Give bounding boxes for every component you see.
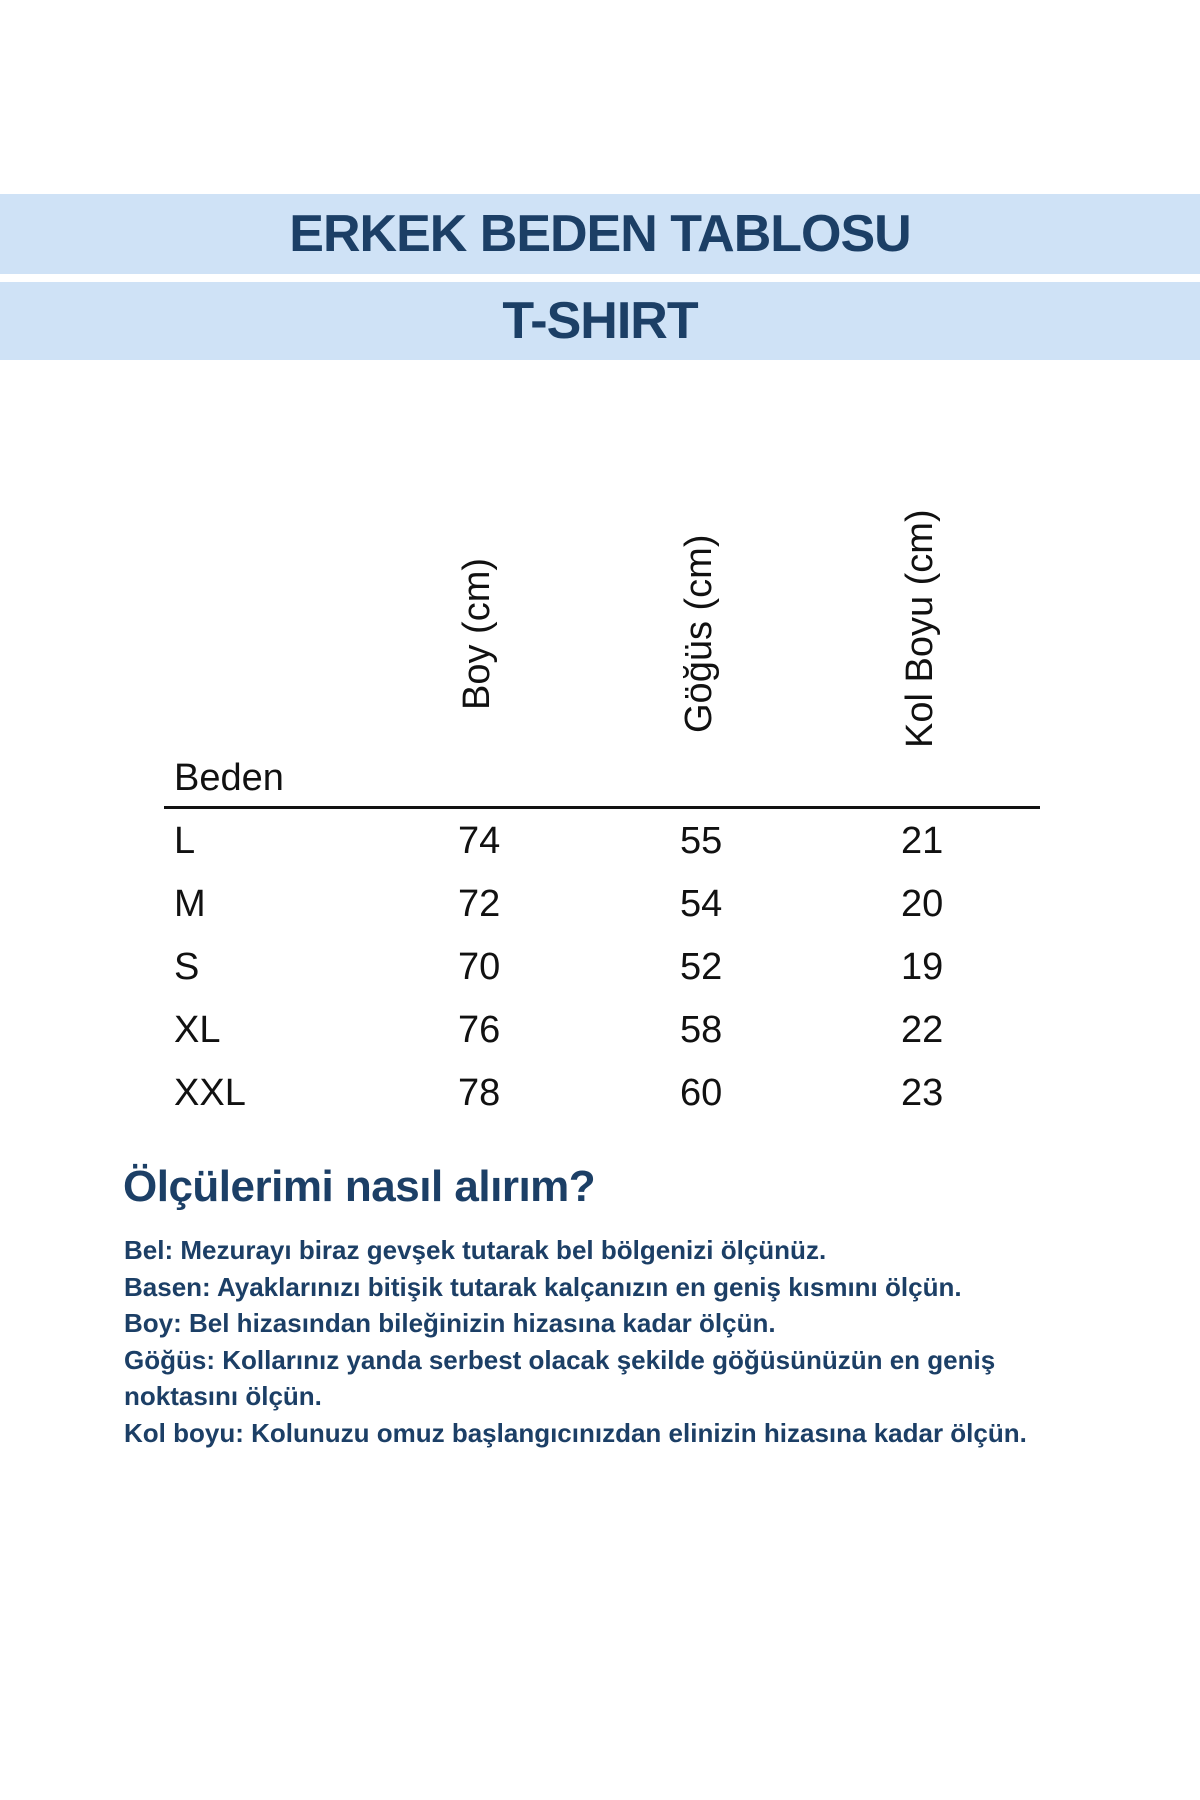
table-cell-kol-boyu: 21 [901,820,944,862]
instruction-gogus: Göğüs: Kollarınız yanda serbest olacak şekilde göğüsünüzün en geniş noktasını ölçün. [124,1344,996,1411]
header-divider [164,806,1040,809]
table-cell-gogus: 60 [680,1072,723,1114]
table-cell-gogus: 54 [680,883,723,925]
instruction-kol-boyu: Kol boyu: Kolunuzu omuz başlangıcınızdan elinizin hizasına kadar ölçün. [124,1417,1027,1448]
howto-title: Ölçülerimi nasıl alırım? [123,1162,596,1211]
measurement-instructions [124,1232,1084,1451]
table-cell-boy: 70 [458,946,501,988]
title-band [0,194,1200,274]
table-cell-gogus: 55 [680,820,723,862]
subtitle-band [0,282,1200,360]
table-row-size: L [174,820,196,862]
page-subtitle: T-SHIRT [502,292,698,350]
table-row-size: M [174,883,206,925]
column-header-gogus: Göğüs (cm) [678,534,720,733]
table-cell-kol-boyu: 20 [901,883,944,925]
table-cell-gogus: 58 [680,1009,723,1051]
table-row-size: XXL [174,1072,246,1114]
instruction-bel: Bel: Mezurayı biraz gevşek tutarak bel bölgenizi ölçünüz. [124,1235,827,1265]
table-cell-boy: 76 [458,1009,501,1051]
column-header-kol-boyu: Kol Boyu (cm) [899,509,941,748]
page-title: ERKEK BEDEN TABLOSU [289,205,911,263]
instruction-boy: Boy: Bel hizasından bileğinizin hizasına kadar ölçün. [124,1308,776,1338]
table-cell-kol-boyu: 19 [901,946,944,988]
instruction-basen: Basen: Ayaklarınızı bitişik tutarak kalçanızın en geniş kısmını ölçün. [124,1271,962,1302]
column-header-boy: Boy (cm) [456,558,498,710]
table-cell-boy: 72 [458,883,501,925]
table-cell-boy: 78 [458,1072,501,1114]
table-row-size: XL [174,1009,221,1051]
table-cell-kol-boyu: 22 [901,1009,944,1051]
table-cell-gogus: 52 [680,946,723,988]
row-header-beden: Beden [174,757,284,799]
table-row-size: S [174,946,200,988]
table-cell-boy: 74 [458,820,501,862]
table-cell-kol-boyu: 23 [901,1072,944,1114]
